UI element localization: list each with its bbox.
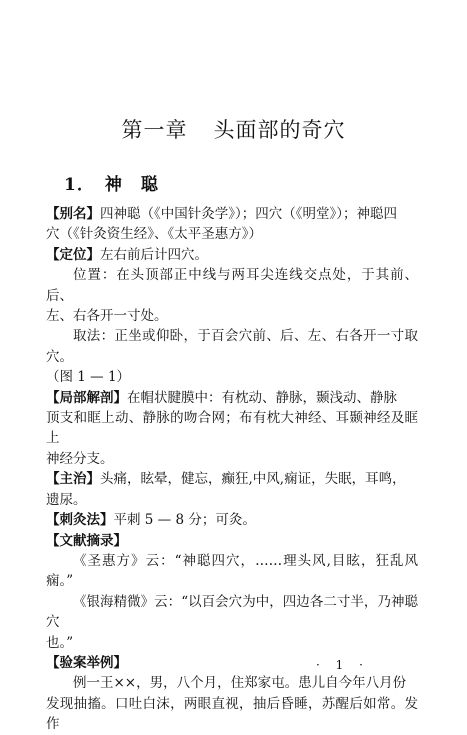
literature-heading: [46, 531, 418, 551]
location-text: 左右前后计四穴。: [100, 246, 208, 263]
indication-text-1: 头痛，眩晕，健忘，癫狂,中风,痫证，失眠，耳鸣，: [100, 471, 406, 488]
literature-line-1: 《圣惠方》云：“神聪四穴，……理头风,目眩，狂乱风痫。”: [46, 552, 418, 590]
case-label: 【验案举例】: [46, 654, 127, 671]
anatomy-line-2: 顶支和眶上动、静脉的吻合网；布有枕大神经、耳颞神经及眶上: [46, 410, 418, 447]
chapter-number: 第一章: [121, 118, 188, 142]
alias-line-1: [46, 204, 418, 224]
indication-label: 【主治】: [46, 471, 100, 488]
chapter-heading: [0, 114, 467, 144]
acupoint-line-1: 取法：正坐或仰卧，于百会穴前、后、左、右各开一寸取穴。: [46, 328, 418, 365]
method-line: [46, 510, 418, 530]
acupoint-line-2: （图 1 — 1）: [46, 369, 131, 386]
case-line-1: 例一王××，男，八个月，住郑家屯。患儿自今年八月份: [73, 675, 407, 692]
section-number: 1．: [64, 175, 95, 195]
anatomy-label: 【局部解剖】: [46, 389, 127, 406]
location-line: [46, 245, 418, 265]
position-line-2: 左、右各开一寸处。: [46, 308, 168, 325]
section-title: 神 聪: [104, 175, 159, 195]
section-heading: [64, 170, 159, 195]
case-line-2: 发现抽搐。口吐白沫，两眼直视，抽后昏睡，苏醒后如常。发作: [46, 695, 418, 733]
alias-text-1: 四神聪（《中国针灸学》）；四穴（《明堂》）；神聪四: [100, 206, 397, 222]
literature-label: 【文献摘录】: [46, 532, 127, 549]
chapter-title: 头面部的奇穴: [213, 118, 346, 142]
alias-line-2: 穴（《针灸资生经》、《太平圣惠方》）: [46, 226, 262, 243]
position-line-1: 位置：在头顶部正中线与两耳尖连线交点处，于其前、后、: [46, 267, 418, 304]
literature-line-3: 也。”: [46, 634, 74, 651]
alias-label: 【别名】: [46, 206, 100, 222]
anatomy-line-3: 神经分支。: [46, 450, 114, 467]
indication-line-1: [46, 469, 418, 489]
anatomy-line-1: [46, 388, 418, 408]
indication-line-2: 遗尿。: [46, 491, 87, 508]
entry-body: [46, 204, 418, 735]
literature-line-2: 《银海精微》云：“以百会穴为中，四边各二寸半，乃神聪穴: [46, 593, 418, 631]
method-text: 平刺 5 — 8 分；可灸。: [113, 512, 256, 529]
page-number: · 1 ·: [316, 658, 369, 672]
location-label: 【定位】: [46, 246, 100, 263]
anatomy-text-1: 在帽状腱膜中：有枕动、静脉，颞浅动、静脉: [127, 389, 397, 406]
method-label: 【刺灸法】: [46, 512, 114, 529]
